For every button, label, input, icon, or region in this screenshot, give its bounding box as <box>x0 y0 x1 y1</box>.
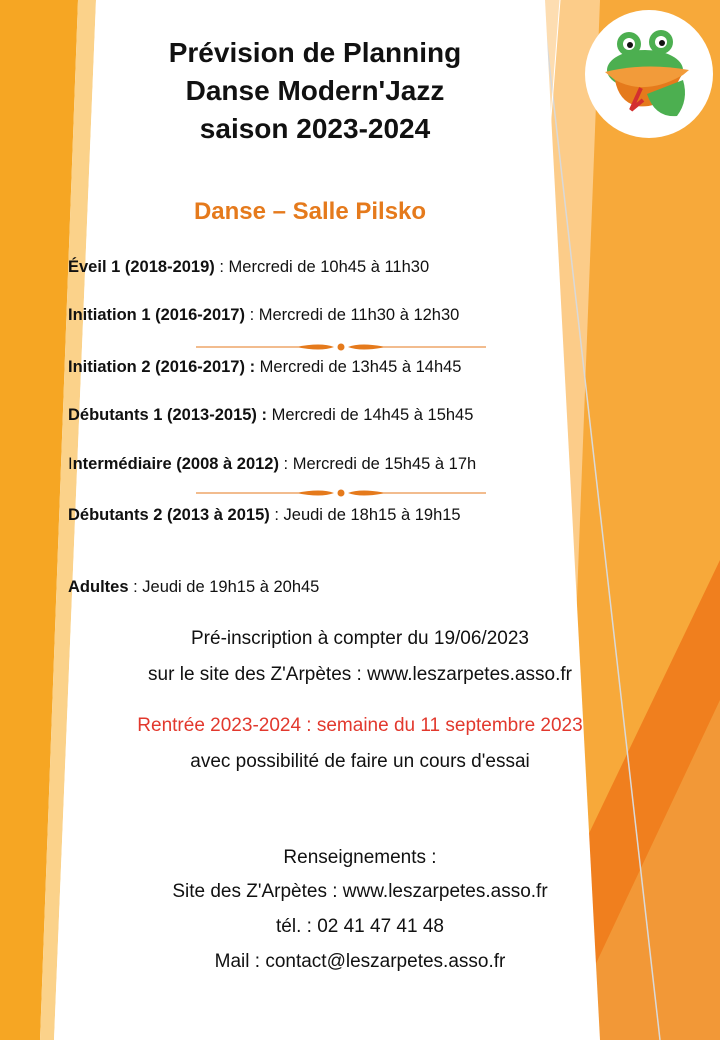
schedule-separator: : <box>214 258 229 276</box>
schedule-row <box>68 306 459 325</box>
preinscription-line: Pré-inscription à compter du 19/06/2023 <box>191 628 529 649</box>
schedule-group: Éveil 1 (2018-2019) <box>68 258 215 276</box>
contact-heading: Renseignements : <box>283 847 437 868</box>
schedule-separator: : <box>244 306 259 324</box>
section-subtitle: Danse – Salle Pilsko <box>193 198 427 225</box>
schedule-row <box>68 455 476 474</box>
schedule-time: Jeudi de 18h15 à 19h15 <box>283 506 461 524</box>
schedule-row <box>68 506 461 525</box>
schedule-group: Initiation 1 (2016-2017) <box>68 306 245 324</box>
title-line: Prévision de Planning <box>168 37 462 68</box>
schedule-group: Adultes <box>68 578 129 596</box>
schedule-time: Mercredi de 15h45 à 17h <box>292 455 477 473</box>
schedule-time: Jeudi de 19h15 à 20h45 <box>142 578 320 596</box>
schedule-group-initial: I <box>68 455 73 473</box>
page-title <box>100 34 530 148</box>
ornament-divider <box>196 486 486 500</box>
preinscription-line: sur le site des Z'Arpètes : www.leszarpetes.asso.fr <box>148 664 572 685</box>
schedule-group: ntermédiaire (2008 à 2012) <box>72 455 279 473</box>
schedule-time: Mercredi de 11h30 à 12h30 <box>258 306 460 324</box>
schedule-group: Débutants 2 (2013 à 2015) <box>68 506 270 524</box>
schedule-separator: : <box>278 455 293 473</box>
ornament-divider <box>196 340 486 354</box>
schedule-time: Mercredi de 14h45 à 15h45 <box>271 406 474 424</box>
contact-mail: Mail : contact@leszarpetes.asso.fr <box>214 951 506 972</box>
schedule-row <box>68 406 473 425</box>
contact-phone: tél. : 02 41 47 41 48 <box>276 916 444 937</box>
schedule-row <box>68 258 429 277</box>
schedule-group: Initiation 2 (2016-2017) : <box>68 358 256 376</box>
schedule-row <box>68 358 461 377</box>
schedule-time: Mercredi de 10h45 à 11h30 <box>228 258 430 276</box>
schedule-group: Débutants 1 (2013-2015) : <box>68 406 267 424</box>
title-line: saison 2023-2024 <box>199 113 431 144</box>
title-line: Danse Modern'Jazz <box>185 75 445 106</box>
rentree-line: avec possibilité de faire un cours d'essai <box>190 751 530 772</box>
rentree-line: Rentrée 2023-2024 : semaine du 11 septembre 2023 <box>137 715 583 736</box>
contact-site: Site des Z'Arpètes : www.leszarpetes.asso.fr <box>172 881 548 902</box>
frog-mascot-icon <box>585 10 713 138</box>
schedule-time: Mercredi de 13h45 à 14h45 <box>259 358 462 376</box>
schedule-separator: : <box>128 578 143 596</box>
schedule-separator: : <box>269 506 284 524</box>
schedule-row <box>68 578 319 597</box>
